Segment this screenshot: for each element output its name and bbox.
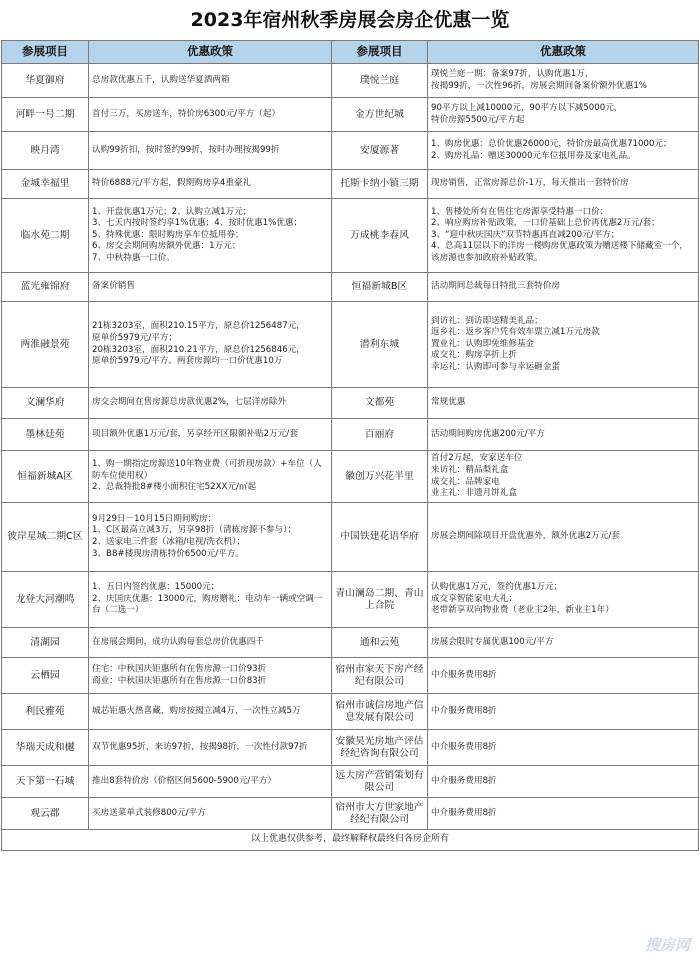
project-name-right: 徽创万兴花半里 bbox=[332, 451, 428, 503]
policy-line: 特价房源5500元/平方起 bbox=[431, 114, 525, 125]
table-row bbox=[2, 302, 699, 388]
header-policy-right: 优惠政策 bbox=[428, 41, 699, 64]
policy-line: 活动期间总裁每日特批三套特价房 bbox=[431, 281, 560, 292]
policy-line: 幸运礼：认购即可参与幸运砸金蛋 bbox=[431, 361, 560, 372]
policy-line: 3、七天内按时签约享1%优惠；4、按时优惠1%优惠； bbox=[92, 218, 303, 229]
table-row bbox=[2, 132, 699, 170]
project-name-left: 墨林廷苑 bbox=[2, 419, 89, 451]
policy-line: 1、五日内签约优惠：15000元； bbox=[92, 582, 220, 593]
table-row bbox=[2, 273, 699, 302]
policy-line: 住宅：中秋国庆钜惠所有在售房源一口价93折 bbox=[92, 663, 267, 674]
policy-line: 中介服务费用8折 bbox=[431, 669, 497, 680]
policy-line: 首付三万，买房送车，特价房6300元/平方（起） bbox=[92, 108, 281, 119]
project-name-left: 华瑞天成和樾 bbox=[2, 730, 89, 766]
project-name-left: 华夏御府 bbox=[2, 64, 89, 98]
project-name-left: 文澜华府 bbox=[2, 388, 89, 419]
policy-line: 璞悦兰庭一期：备案97折，认购优惠1万， bbox=[431, 68, 594, 79]
policy-line: 2、庆国庆优惠：13000元，购房赠礼：电动车一辆或空调一台（二选一） bbox=[92, 593, 323, 616]
policy-cell-left bbox=[89, 572, 332, 628]
policy-line: 双节优惠95折，来访97折，按揭98折，一次性付款97折 bbox=[92, 741, 308, 752]
project-name-left: 河畔一号二期 bbox=[2, 98, 89, 132]
policy-cell-left bbox=[89, 503, 332, 572]
policy-cell-left bbox=[89, 170, 332, 199]
header-policy-left: 优惠政策 bbox=[89, 41, 332, 64]
policy-line: 置业礼：认购即免维修基金 bbox=[431, 338, 535, 349]
project-name-left: 利民雅苑 bbox=[2, 694, 89, 730]
policy-line: 在房展会期间，成功认购每套总房价优惠四千 bbox=[92, 636, 264, 647]
policy-cell-right bbox=[428, 451, 699, 503]
project-name-right: 通和云苑 bbox=[332, 628, 428, 658]
policy-cell-right bbox=[428, 98, 699, 132]
policy-line: 认购优惠1万元，签约优惠1万元； bbox=[431, 582, 563, 593]
policy-cell-right bbox=[428, 730, 699, 766]
project-name-right: 托斯卡纳小镇三期 bbox=[332, 170, 428, 199]
policy-cell-right bbox=[428, 503, 699, 572]
policy-cell-right bbox=[428, 798, 699, 830]
project-name-right: 宿州市大方世家地产经纪有限公司 bbox=[332, 798, 428, 830]
project-name-right: 青山澜岛二期、青山上合院 bbox=[332, 572, 428, 628]
policy-cell-left bbox=[89, 451, 332, 503]
policy-line: 总房款优惠五千，认购送华夏酒两箱 bbox=[92, 74, 230, 85]
policy-line: 老带新享双向物业费（老业主2年，新业主1年） bbox=[431, 605, 614, 616]
table-row bbox=[2, 98, 699, 132]
policy-line: 21栋3203室，面积210.15平方，原总价1256487元， bbox=[92, 321, 305, 332]
policy-cell-left bbox=[89, 730, 332, 766]
policy-cell-right bbox=[428, 388, 699, 419]
policy-line: 房展会期间除项目开盘优惠外，额外优惠2万元/套 bbox=[431, 531, 620, 542]
policy-line: 备案价销售 bbox=[92, 281, 135, 292]
policy-line: 活动期间购房优惠200元/平方 bbox=[431, 428, 545, 439]
project-name-right: 潜利东城 bbox=[332, 302, 428, 388]
project-name-right: 万成桃李春风 bbox=[332, 199, 428, 273]
policy-cell-right bbox=[428, 302, 699, 388]
policy-line: 中介服务费用8折 bbox=[431, 775, 497, 786]
table-row bbox=[2, 170, 699, 199]
header-project-right: 参展项目 bbox=[332, 41, 428, 64]
policy-cell-left bbox=[89, 302, 332, 388]
policy-line: 7、中秋特惠一口价。 bbox=[92, 252, 175, 263]
policy-line: 中介服务费用8折 bbox=[431, 807, 497, 818]
project-name-right: 安厦源著 bbox=[332, 132, 428, 170]
policy-line: 9月29日－10月15日期间购房： bbox=[92, 513, 217, 524]
policy-cell-right bbox=[428, 572, 699, 628]
policy-cell-right bbox=[428, 64, 699, 98]
table-row bbox=[2, 199, 699, 273]
project-name-right: 金方世纪城 bbox=[332, 98, 428, 132]
table-header-row bbox=[2, 41, 699, 64]
policy-line: 房交会期间在售房源总房款优惠2%，七层洋房除外 bbox=[92, 397, 287, 408]
project-name-left: 映月湾 bbox=[2, 132, 89, 170]
table-row bbox=[2, 730, 699, 766]
policy-line: 1、售楼处所有在售住宅房源享受特惠一口价； bbox=[431, 206, 609, 217]
policy-line: 来访礼：精品梨礼盒 bbox=[431, 464, 509, 475]
project-name-left: 天下第一石城 bbox=[2, 766, 89, 798]
policy-line: 中介服务费用8折 bbox=[431, 705, 497, 716]
policy-line: 认购99折扣，按时签约99折，按时办理按揭99折 bbox=[92, 144, 280, 155]
footer-row bbox=[2, 830, 699, 851]
policy-line: 2、总裁特批8#楼小面积住宅52XX元/㎡起 bbox=[92, 482, 257, 493]
project-name-left: 蓝光雍锦府 bbox=[2, 273, 89, 302]
policy-line: 6、房交会期间购房额外优惠：1万元； bbox=[92, 241, 241, 252]
policy-line: 3、B8#楼现房清栋特价6500元/平方。 bbox=[92, 548, 244, 559]
policy-line: 特价6888元/平方起，假期购房享4重豪礼 bbox=[92, 178, 252, 189]
policy-line: 90平方以上减10000元，90平方以下减5000元， bbox=[431, 102, 623, 113]
policy-line: 按揭99折，一次性96折，房展会期间备案价额外优惠1% bbox=[431, 80, 647, 91]
policy-line: 5、特殊优惠：限时购房享车位抵用券； bbox=[92, 229, 244, 240]
project-name-left: 金城幸福里 bbox=[2, 170, 89, 199]
table-row bbox=[2, 766, 699, 798]
policy-line: 1、开盘优惠1万元；2、认购立减1万元； bbox=[92, 206, 252, 217]
policy-cell-left bbox=[89, 199, 332, 273]
policy-cell-left bbox=[89, 419, 332, 451]
project-name-left: 云栖园 bbox=[2, 658, 89, 694]
policy-line: 2、送家电三件套（冰箱/电视/洗衣机）； bbox=[92, 537, 246, 547]
policy-line: 首付2万起，安家送车位 bbox=[431, 453, 523, 464]
policy-cell-right bbox=[428, 170, 699, 199]
table-row bbox=[2, 694, 699, 730]
policy-cell-right bbox=[428, 132, 699, 170]
policy-cell-left bbox=[89, 766, 332, 798]
table-row bbox=[2, 388, 699, 419]
policy-cell-left bbox=[89, 98, 332, 132]
policy-cell-right bbox=[428, 658, 699, 694]
project-name-left: 临水苑二期 bbox=[2, 199, 89, 273]
policy-line: 成交礼：购房享折上折 bbox=[431, 350, 517, 361]
project-name-left: 彼岸星城二期C区 bbox=[2, 503, 89, 572]
policy-line: 业主礼：非遗月饼礼盒 bbox=[431, 488, 517, 499]
table-row bbox=[2, 503, 699, 572]
project-name-left: 两淮融景苑 bbox=[2, 302, 89, 388]
policy-cell-left bbox=[89, 273, 332, 302]
policy-cell-right bbox=[428, 273, 699, 302]
project-name-right: 恒福新城B区 bbox=[332, 273, 428, 302]
policy-line: 1、购一期指定房源送10年物业费（可折现房款）+车位（人防车位使用权） bbox=[92, 459, 322, 481]
policy-line: 2、购房礼品：赠送30000元车位抵用券及家电礼品。 bbox=[431, 150, 636, 161]
policy-line: 中介服务费用8折 bbox=[431, 741, 497, 752]
project-name-right: 安徽昊光房地产评估经纪咨询有限公司 bbox=[332, 730, 428, 766]
policy-cell-left bbox=[89, 658, 332, 694]
project-name-right: 远大房产营销策划有限公司 bbox=[332, 766, 428, 798]
promotions-table bbox=[1, 40, 699, 851]
project-name-left: 观云郡 bbox=[2, 798, 89, 830]
policy-line: 推出8套特价房（价格区间5600-5900元/平方） bbox=[92, 775, 277, 786]
policy-line: 1、购房优惠：总价优惠26000元，特价房最高优惠71000元； bbox=[431, 138, 672, 149]
page-title: 2023年宿州秋季房展会房企优惠一览 bbox=[0, 0, 700, 40]
policy-cell-left bbox=[89, 694, 332, 730]
policy-cell-left bbox=[89, 628, 332, 658]
table-row bbox=[2, 572, 699, 628]
policy-line: 成交礼：品牌家电 bbox=[431, 476, 500, 487]
project-name-right: 中国铁建花语华府 bbox=[332, 503, 428, 572]
project-name-right: 宿州市家天下房产经纪有限公司 bbox=[332, 658, 428, 694]
project-name-left: 恒福新城A区 bbox=[2, 451, 89, 503]
table-row bbox=[2, 451, 699, 503]
project-name-right: 百丽府 bbox=[332, 419, 428, 451]
policy-line: 常规优惠 bbox=[431, 397, 466, 408]
policy-line: 20栋3203室，面积210.21平方，原总价1256846元， bbox=[92, 344, 305, 355]
policy-cell-right bbox=[428, 694, 699, 730]
header-project-left: 参展项目 bbox=[2, 41, 89, 64]
table-row bbox=[2, 628, 699, 658]
project-name-left: 清湖园 bbox=[2, 628, 89, 658]
policy-cell-right bbox=[428, 199, 699, 273]
policy-line: 到访礼：到访即送精美礼品； bbox=[431, 315, 543, 326]
disclaimer: 以上优惠仅供参考，最终解释权最终归各房企所有 bbox=[2, 830, 699, 851]
policy-line: 项目额外优惠1万元/套，另享经开区限额补贴2万元/套 bbox=[92, 428, 298, 439]
table-row bbox=[2, 419, 699, 451]
policy-line: 城芯钜惠火热喜藏，购房按揭立减4万，一次性立减5万 bbox=[92, 705, 301, 716]
project-name-right: 宿州市诚信房地产信息发展有限公司 bbox=[332, 694, 428, 730]
policy-cell-right bbox=[428, 766, 699, 798]
policy-line: 买房送菜单式装修800元/平方 bbox=[92, 807, 206, 818]
policy-line: 成交享智能家电大礼； bbox=[431, 593, 517, 604]
policy-line: 3、“迎中秋庆国庆”双节特惠再直减200元/平方； bbox=[431, 229, 620, 240]
policy-line: 2、响应购房补贴政策，一口价基础上总价再优惠2万元/套； bbox=[431, 218, 660, 229]
policy-line: 房展会限时专属优惠100元/平方 bbox=[431, 636, 554, 647]
table-row bbox=[2, 798, 699, 830]
project-name-right: 文都苑 bbox=[332, 388, 428, 419]
policy-cell-right bbox=[428, 628, 699, 658]
policy-cell-left bbox=[89, 64, 332, 98]
policy-cell-right bbox=[428, 419, 699, 451]
table-row bbox=[2, 658, 699, 694]
policy-line: 现房销售，正常房源总价-1万，每天推出一套特价房 bbox=[431, 178, 629, 189]
policy-cell-left bbox=[89, 798, 332, 830]
policy-line: 原单价5979元/平方； bbox=[92, 332, 177, 343]
project-name-left: 龙登大河潮鸣 bbox=[2, 572, 89, 628]
policy-line: 1、C区最高立减3万，另享98折（清栋房源不参与）； bbox=[92, 525, 297, 536]
policy-cell-left bbox=[89, 388, 332, 419]
policy-line: 4、总高11层以下的洋房一楼购房优惠政策为赠送楼下储藏室一个，该房源也参加政府补贴政策。 bbox=[431, 241, 689, 263]
policy-line: 商业：中秋国庆钜惠所有在售房源一口价83折 bbox=[92, 675, 267, 686]
watermark-logo: 搜房网 bbox=[644, 936, 690, 954]
policy-line: 原单价5979元/平方。两套房源均一口价优惠10万 bbox=[92, 356, 283, 367]
policy-line: 返乡礼：返乡客户凭有效车票立减1万元房款 bbox=[431, 327, 600, 338]
policy-cell-left bbox=[89, 132, 332, 170]
table-row bbox=[2, 64, 699, 98]
project-name-right: 璞悦兰庭 bbox=[332, 64, 428, 98]
